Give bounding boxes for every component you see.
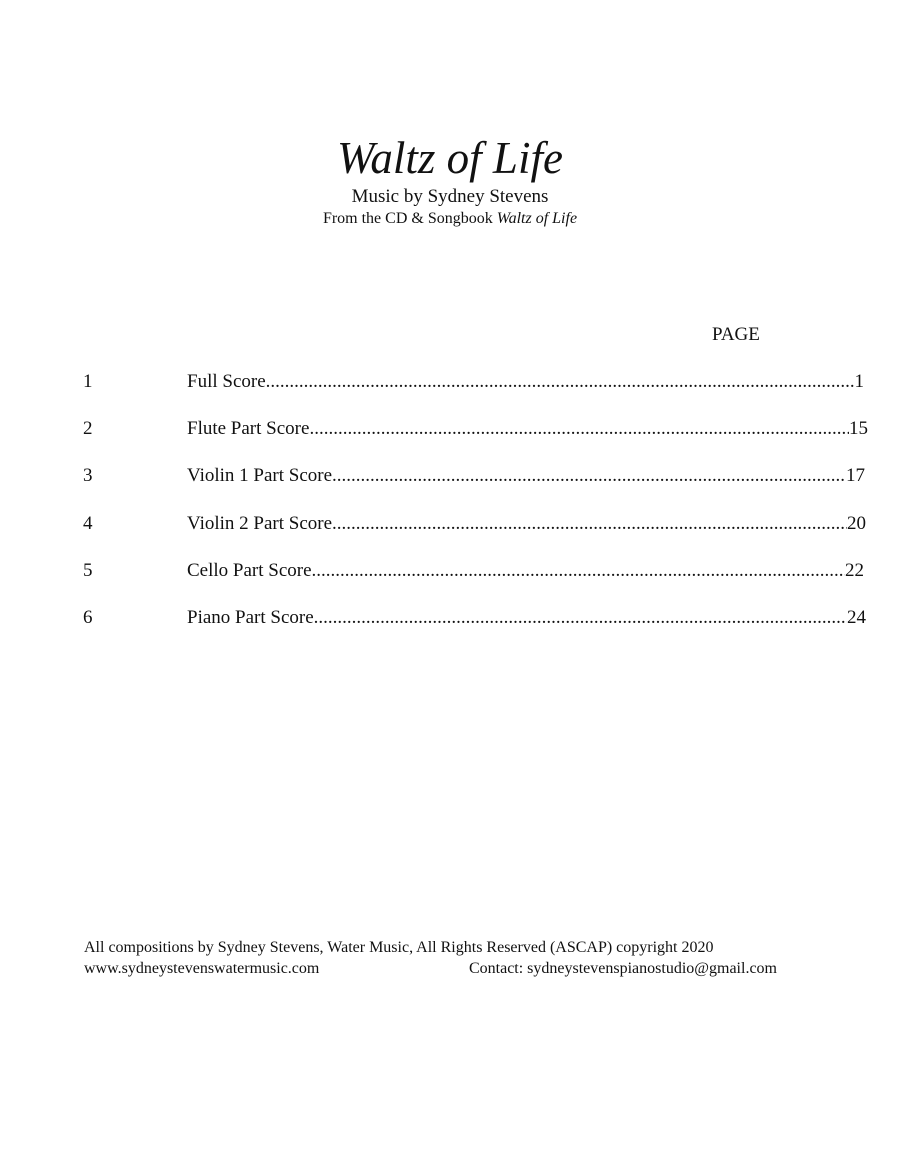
toc-label: Full Score bbox=[187, 371, 266, 392]
toc-number: 5 bbox=[83, 559, 93, 581]
toc-row bbox=[83, 464, 865, 511]
toc-label: Violin 1 Part Score bbox=[187, 465, 333, 487]
toc-page-number: 20 bbox=[847, 512, 866, 534]
toc-number: 4 bbox=[83, 512, 93, 534]
table-of-contents bbox=[83, 370, 868, 653]
copyright-notice: All compositions by Sydney Stevens, Water Music, All Rights Reserved (ASCAP) copyright 2020 bbox=[84, 939, 714, 956]
toc-page-number: 22 bbox=[845, 559, 864, 581]
source-book-title: Waltz of Life bbox=[496, 210, 578, 227]
toc-dot-leader bbox=[332, 512, 847, 536]
toc-number: 6 bbox=[83, 606, 93, 628]
toc-number: 1 bbox=[83, 371, 93, 392]
toc-row bbox=[83, 606, 866, 653]
toc-row bbox=[83, 417, 868, 464]
toc-entry bbox=[187, 370, 864, 394]
toc-label: Flute Part Score bbox=[187, 418, 310, 440]
website-link[interactable]: www.sydneystevenswatermusic.com bbox=[84, 960, 320, 977]
toc-row bbox=[83, 559, 864, 606]
toc-dot-leader bbox=[309, 417, 849, 441]
toc-dot-leader bbox=[332, 464, 846, 488]
toc-dot-leader bbox=[266, 370, 855, 394]
composer-credit: Music by Sydney Stevens bbox=[351, 186, 549, 207]
contact-email[interactable]: Contact: sydneystevenspianostudio@gmail.com bbox=[468, 960, 777, 977]
footer-contact-line bbox=[84, 959, 777, 979]
toc-label: Piano Part Score bbox=[187, 606, 314, 628]
page-title: Waltz of Life bbox=[337, 133, 563, 183]
toc-page-header: PAGE bbox=[712, 324, 760, 345]
toc-label: Violin 2 Part Score bbox=[187, 512, 333, 534]
toc-entry bbox=[187, 606, 866, 630]
toc-entry bbox=[187, 559, 864, 583]
toc-entry bbox=[187, 512, 866, 536]
toc-number: 3 bbox=[83, 465, 93, 487]
toc-entry bbox=[187, 417, 868, 441]
toc-dot-leader bbox=[312, 559, 845, 583]
toc-entry bbox=[187, 464, 865, 488]
toc-label: Cello Part Score bbox=[187, 559, 312, 581]
source-line bbox=[0, 209, 900, 229]
toc-dot-leader bbox=[314, 606, 847, 630]
toc-page-number: 15 bbox=[849, 418, 868, 440]
toc-row bbox=[83, 370, 864, 417]
source-prefix: From the CD & Songbook bbox=[322, 210, 497, 227]
toc-page-number: 17 bbox=[846, 465, 865, 487]
toc-row bbox=[83, 512, 866, 559]
toc-number: 2 bbox=[83, 418, 93, 440]
toc-page-number: 1 bbox=[854, 371, 864, 392]
toc-page-number: 24 bbox=[847, 606, 866, 628]
